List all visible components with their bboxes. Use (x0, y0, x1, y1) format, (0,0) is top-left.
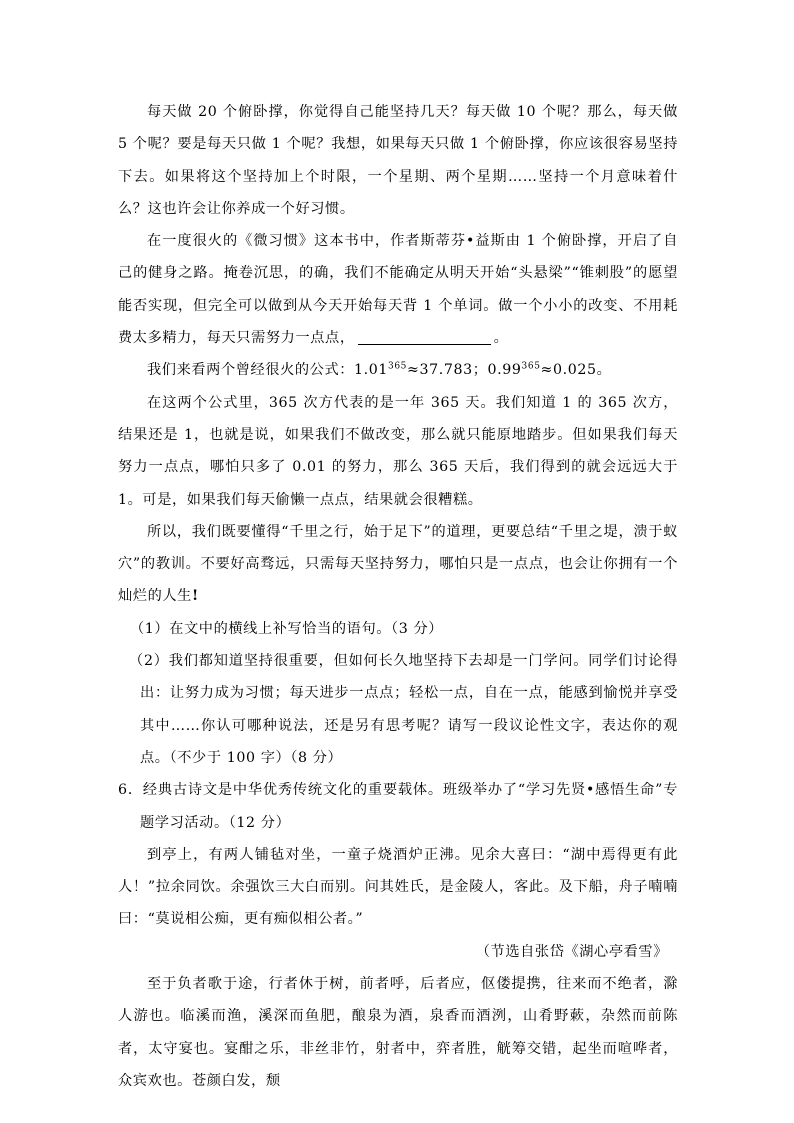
formula-1-result: ≈37.783； (407, 362, 488, 379)
formula-2-exponent: 365 (521, 361, 541, 372)
formula-2-result: ≈0.025。 (540, 362, 612, 379)
question-1: （1）在文中的横线上补写恰当的语句。（3 分） (130, 620, 444, 637)
excerpt-source: （节选自张岱《湖心亭看雪》 (475, 943, 668, 960)
paragraph-5-text: 所以，我们既要懂得“千里之行，始于足下”的道理，更要总结“千里之堤，溃于蚁穴”的教训。不要好高骛远，只需每天坚持努力，哪怕只是一点点，也会让你拥有一个灿烂的人生 (118, 523, 678, 605)
paragraph-2-end: 。 (493, 330, 509, 347)
paragraph-2-text: 在一度很火的《微习惯》这本书中，作者斯蒂芬•益斯由 1 个俯卧撑，开启了自己的健身之路。掩卷沉思，的确，我们不能确定从明天开始“头悬梁”“锥刺股”的愿望能否实现，但完全可以做到从今天开始每天背 1 个单词。做一个小小的改变、不用耗费太多精力，每天只需努力一点点， (118, 233, 678, 347)
passage-paragraph-2 (118, 225, 678, 354)
formula-paragraph (118, 354, 678, 386)
formula-1-base: 1.01 (354, 362, 389, 379)
paragraph-5-end: ! (191, 588, 199, 605)
passage-paragraph-1: 每天做 20 个俯卧撑，你觉得自己能坚持几天？每天做 10 个呢？那么，每天做 5 个呢？要是每天只做 1 个呢？我想，如果每天只做 1 个俯卧撑，你应该很容易坚持下去。如果将这个坚持加上个时限，一个星期、两个星期……坚持一个月意味着什么？这也许会让你养成一个好习惯。 (118, 104, 678, 217)
classical-excerpt-1: 到亭上，有两人铺毡对坐，一童子烧酒炉正沸。见余大喜曰：“湖中焉得更有此人！”拉余同饮。余强饮三大白而别。问其姓氏，是金陵人，客此。及下船，舟子喃喃曰：“莫说相公痴，更有痴似相公者。” (118, 846, 678, 928)
question-6: 6．经典古诗文是中华优秀传统文化的重要载体。班级举办了“学习先贤•感悟生命”专题学习活动。（12 分） (118, 782, 678, 831)
question-2: （2）我们都知道坚持很重要，但如何长久地坚持下去却是一门学问。同学们讨论得出：让努力成为习惯；每天进步一点点；轻松一点，自在一点，能感到愉悦并享受其中……你认可哪种说法，还是另有思考呢？请写一段议论性文字，表达你的观点。（不少于 100 字）（8 分） (129, 653, 678, 766)
classical-excerpt-2: 至于负者歌于途，行者休于树，前者呼，后者应，伛偻提携，往来而不绝者，滁人游也。临溪而渔，溪深而鱼肥，酿泉为酒，泉香而酒洌，山肴野蔌，杂然而前陈者，太守宴也。宴酣之乐，非丝非竹，射者中，弈者胜，觥筹交错，起坐而喧哗者，众宾欢也。苍颜白发，颓 (118, 976, 678, 1089)
formula-intro: 我们来看两个曾经很火的公式： (147, 362, 355, 379)
passage-paragraph-4: 在这两个公式里，365 次方代表的是一年 365 天。我们知道 1 的 365 次方，结果还是 1，也就是说，如果我们不做改变，那么就只能原地踏步。但如果我们每天努力一点点，哪怕只多了 0.01 的努力，那么 365 天后，我们得到的就会远远大于 1。可是，如果我们每天偷懒一点点，结果就会很糟糕。 (118, 394, 678, 508)
formula-1-exponent: 365 (388, 361, 408, 372)
formula-2-base: 0.99 (487, 362, 522, 379)
exam-page (118, 96, 678, 1097)
answer-blank[interactable] (358, 326, 491, 345)
passage-paragraph-5 (118, 516, 678, 613)
